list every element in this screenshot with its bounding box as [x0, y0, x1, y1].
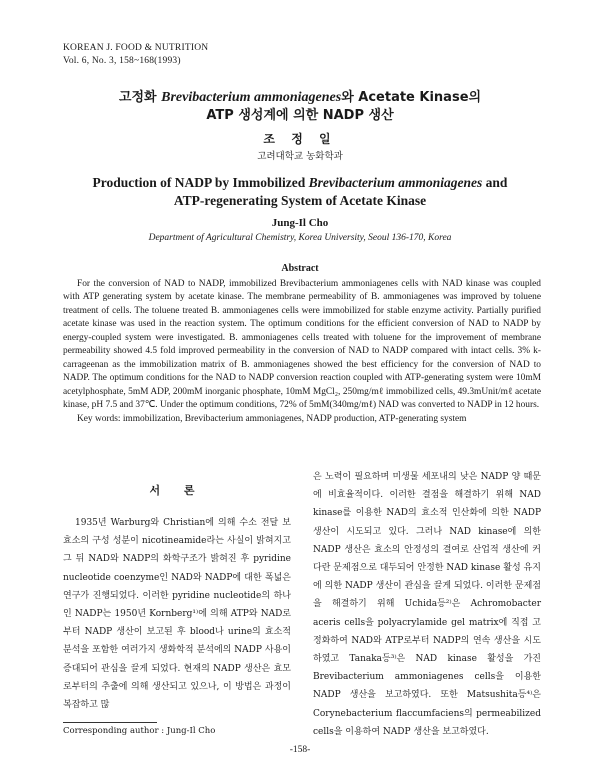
abstract-text: For the conversion of NAD to NADP, immobilized Brevibacterium ammoniagenes cells with NAD kinase was coupled with ATP generating system by acetate kinase. The membrane permeability of B. ammoniagenes was improved by toluene treatment of cells. The toluene treated B. ammoniagenes cells were immobilized for stable enzyme activity. Partially purified acetate kinase was used in the reaction system. The optimum conditions for the efficient conversion of NAD to NADP by energy-coupled system were investigated. B. ammoniagenes cells treated with toluene for the improvement of membrane permeability showed 4.5 fold improved permeability in the conversion of NAD to NADP compared with intact cells. 3% k-carrageenan as the immobilization matrix of B. ammoniagenes showed the best efficiency for the conversion of NAD to NADP. The optimum conditions for the NAD to NADP conversion reaction coupled with ATP-generating system were 10mM acetylphosphate, 5mM ADP, 200mM inorganic phosphate, 10mM MgCl₂, 250mg/mℓ immobilized cells, 49.3mUnit/mℓ acetate kinase, pH 7.5 and 37℃. Under the optimum conditions, 72% of 5mM(340mg/mℓ) NAD was converted to NADP in 12 hours. — [63, 279, 541, 411]
journal-volume: Vol. 6, No. 3, 158~168(1993) — [63, 56, 181, 66]
page-number: -158- — [289, 745, 311, 755]
introduction-text-left: 1935년 Warburg와 Christian에 의해 수소 전달 보효소의 구성 성분이 nicotineamide라는 사실이 밝혀지고 그 뒤 NAD와 NADP의 화학구조가 밝혀진 후 pyridine nucleotide coenzyme인 NAD와 NADP에 대한 폭넓은 연구가 진행되었다. 이러한 pyridine nucleotide의 하나인 NADP는 1950년 Kornberg¹⁾에 의해 ATP와 NAD로부터 NADP 생산이 보고된 후 blood나 urine의 효소적 분석을 포함한 여러가지 생화학적 분석에의 NADP 사용이 증대되어 관심을 끌게 되었다. 현재의 NADP 생산은 효모로부터의 추출에 의해 생산되고 있으나, 이 방법은 과정이 복잡하고 많 — [63, 518, 291, 711]
english-title-part-c: and — [482, 175, 508, 190]
english-author: Jung-Il Cho — [271, 217, 329, 229]
english-title-part-a: Production of NADP by Immobilized — [92, 175, 309, 190]
journal-name: KOREAN J. FOOD & NUTRITION — [63, 43, 209, 53]
korean-title-line2: ATP 생성계에 의한 NADP 생산 — [206, 108, 394, 123]
korean-title-part-a: 고정화 — [118, 90, 162, 105]
body-column-left — [63, 468, 291, 714]
korean-title-part-c: 와 Acetate Kinase의 — [341, 90, 482, 105]
korean-affiliation: 고려대학교 농화학과 — [257, 151, 343, 162]
body-column-right — [313, 468, 541, 741]
abstract-heading: Abstract — [281, 263, 319, 274]
keywords: Key words: immobilization, Brevibacterium ammoniagenes, NADP production, ATP-generating system — [77, 413, 467, 424]
footnote-rule — [63, 722, 157, 723]
korean-author: 조 정 일 — [263, 132, 337, 146]
corresponding-author-note: Corresponding author : Jung-Il Cho — [63, 726, 216, 736]
korean-title-line1 — [0, 86, 600, 106]
section-heading-introduction: 서 론 — [149, 484, 205, 497]
english-title-line2: ATP-regenerating System of Acetate Kinase — [173, 193, 427, 208]
abstract-body — [63, 278, 541, 426]
english-affiliation: Department of Agricultural Chemistry, Korea University, Seoul 136-170, Korea — [148, 233, 452, 243]
introduction-text-right: 은 노력이 필요하며 미생물 세포내의 낮은 NADP 양 때문에 비효율적이다. 이러한 결점을 해결하기 위해 NAD kinase를 이용한 NAD의 효소적 인산화에 의한 NADP 생산이 시도되고 있다. 그러나 NAD kinase에 의한 NADP 생산은 효소의 안정성의 결여로 산업적 생산에 커다란 문제점으로 대두되어 안정한 NAD kinase 활성 유지에 의한 NADP 생산이 관심을 끌게 되었다. 이러한 문제점을 해결하기 위해 Uchida등²⁾은 Achromobacter aceris cells을 polyacrylamide gel matrix에 직접 고정화하여 NAD와 ATP로부터 NADP의 연속 생산을 시도하였고 Tanaka등³⁾은 NAD kinase 활성을 가진 Brevibacterium ammoniagenes cells을 이용한 NADP 생산을 보고하였다. 또한 Matsushita등⁴⁾은 Corynebacterium flaccumfaciens의 permeabilized cells을 이용하여 NADP 생산을 보고하였다. — [313, 472, 541, 737]
english-title-species: Brevibacterium ammoniagenes — [308, 175, 483, 190]
journal-header — [63, 42, 208, 68]
english-title-line1 — [0, 175, 600, 191]
korean-title-species: Brevibacterium ammoniagenes — [161, 90, 342, 105]
